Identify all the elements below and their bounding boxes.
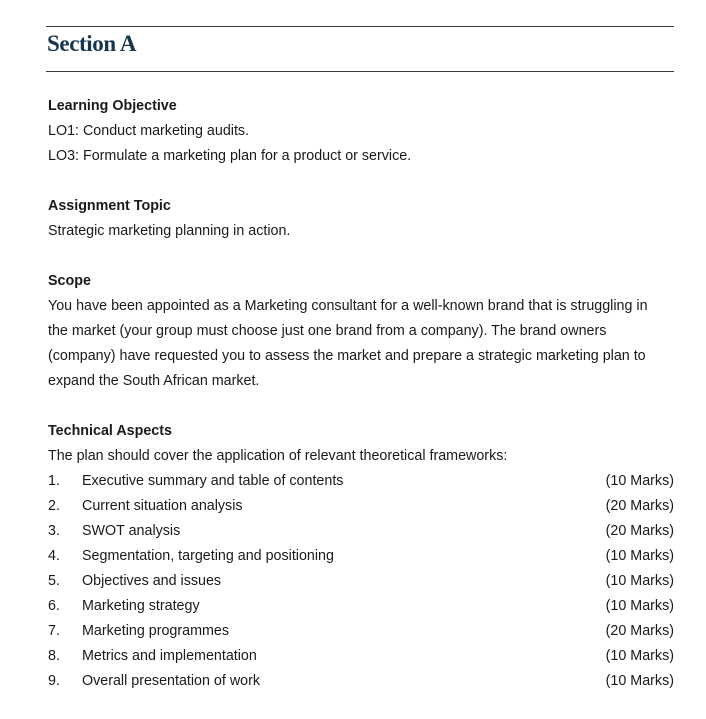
- item-label: Objectives and issues: [82, 573, 222, 589]
- item-marks: (20 Marks): [605, 623, 674, 639]
- item-number: 3.: [48, 523, 60, 539]
- section-title: Section A: [47, 31, 137, 56]
- list-item: [48, 619, 674, 644]
- item-number: 5.: [48, 573, 60, 589]
- item-marks: (10 Marks): [605, 548, 674, 564]
- item-label: Metrics and implementation: [82, 648, 257, 664]
- item-label: Marketing strategy: [82, 598, 200, 614]
- list-item: [48, 594, 674, 619]
- technical-aspects-section: [48, 419, 674, 694]
- item-marks: (20 Marks): [605, 523, 674, 539]
- list-item: [48, 644, 674, 669]
- list-item: [48, 544, 674, 569]
- document-body: [48, 94, 674, 719]
- item-label: Overall presentation of work: [82, 673, 260, 689]
- item-label: Current situation analysis: [82, 498, 243, 514]
- item-number: 7.: [48, 623, 60, 639]
- assignment-topic-heading: Assignment Topic: [48, 198, 171, 214]
- scope-line: (company) have requested you to assess the market and prepare a strategic marketing plan to: [48, 348, 646, 364]
- scope-heading: Scope: [48, 273, 91, 289]
- technical-aspects-intro: The plan should cover the application of relevant theoretical frameworks:: [48, 448, 508, 464]
- learning-objective-heading: Learning Objective: [48, 98, 177, 114]
- item-number: 2.: [48, 498, 60, 514]
- scope-line: expand the South African market.: [48, 373, 260, 389]
- frameworks-list: [48, 469, 674, 694]
- scope-line: You have been appointed as a Marketing consultant for a well-known brand that is struggling in: [48, 298, 648, 314]
- header-bottom-rule: [46, 71, 674, 72]
- learning-objective-section: [48, 94, 674, 169]
- item-marks: (10 Marks): [605, 473, 674, 489]
- item-number: 4.: [48, 548, 60, 564]
- item-marks: (10 Marks): [605, 648, 674, 664]
- learning-objective-item: LO3: Formulate a marketing plan for a product or service.: [48, 148, 412, 164]
- item-number: 6.: [48, 598, 60, 614]
- learning-objective-item: LO1: Conduct marketing audits.: [48, 123, 250, 139]
- technical-aspects-heading: Technical Aspects: [48, 423, 172, 439]
- scope-paragraph: [48, 294, 674, 394]
- assignment-topic-text: Strategic marketing planning in action.: [48, 223, 291, 239]
- item-label: Marketing programmes: [82, 623, 229, 639]
- item-marks: (10 Marks): [605, 598, 674, 614]
- item-number: 9.: [48, 673, 60, 689]
- list-item: [48, 669, 674, 694]
- list-item: [48, 569, 674, 594]
- item-marks: (10 Marks): [605, 673, 674, 689]
- item-marks: (10 Marks): [605, 573, 674, 589]
- list-item: [48, 469, 674, 494]
- item-label: Segmentation, targeting and positioning: [82, 548, 334, 564]
- assignment-topic-section: [48, 194, 674, 244]
- scope-section: [48, 269, 674, 394]
- item-marks: (20 Marks): [605, 498, 674, 514]
- list-item: [48, 494, 674, 519]
- scope-line: the market (your group must choose just one brand from a company). The brand owners: [48, 323, 607, 339]
- item-number: 1.: [48, 473, 60, 489]
- list-item: [48, 519, 674, 544]
- item-number: 8.: [48, 648, 60, 664]
- item-label: SWOT analysis: [82, 523, 181, 539]
- item-label: Executive summary and table of contents: [82, 473, 344, 489]
- header-top-rule: [46, 26, 674, 27]
